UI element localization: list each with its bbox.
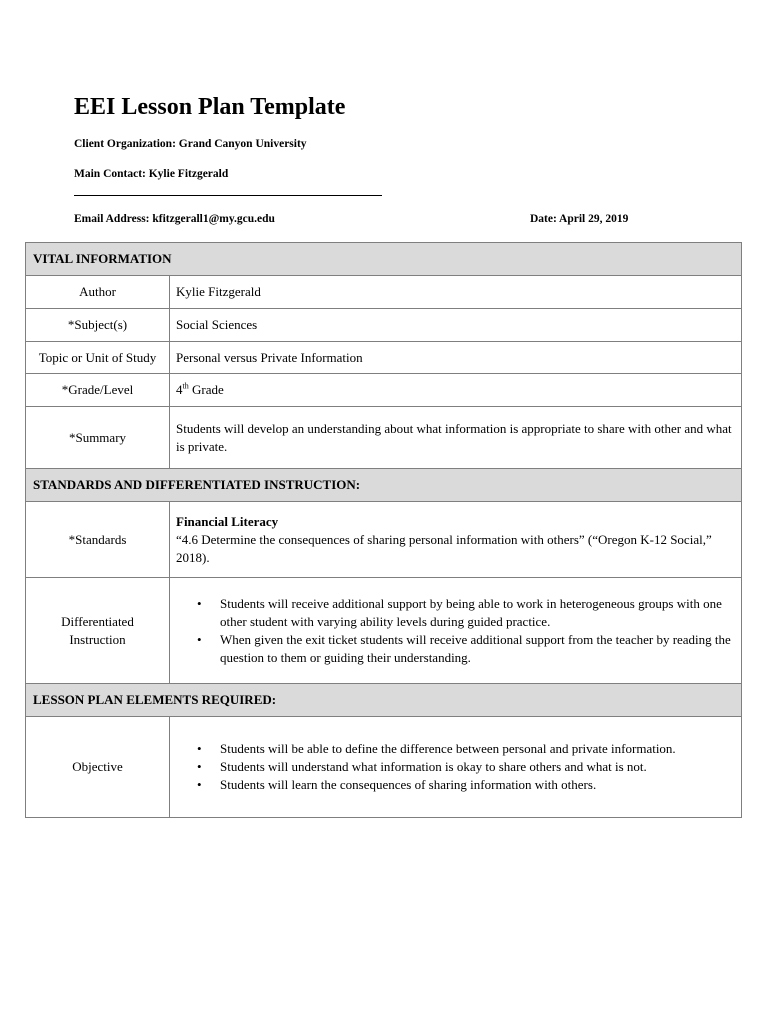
topic-label-text: Topic or Unit of Study — [38, 349, 157, 365]
diff-label-line-1: Differentiated — [61, 613, 134, 629]
objective-list — [176, 740, 735, 794]
topic-label — [26, 342, 170, 374]
differentiated-instruction-value — [170, 578, 742, 684]
grade-text: Grade — [188, 382, 224, 397]
document-title: EEI Lesson Plan Template — [74, 94, 346, 120]
grade-label: *Grade/Level — [26, 374, 170, 407]
objective-label: Objective — [26, 717, 170, 818]
list-item: • Students will learn the consequences of sharing information with others. — [220, 776, 735, 794]
list-item: • When given the exit ticket students will receive additional support from the teacher by reading the question to them or guiding their understanding. — [220, 631, 735, 667]
list-item: • Students will receive additional support by being able to work in heterogeneous groups with one other student with varying ability levels during guided practice. — [220, 595, 735, 631]
subject-label: *Subject(s) — [26, 309, 170, 342]
topic-value: Personal versus Private Information — [170, 342, 742, 374]
subject-value: Social Sciences — [170, 309, 742, 342]
grade-value — [170, 374, 742, 407]
grade-number: 4 — [176, 382, 183, 397]
differentiated-instruction-label — [26, 578, 170, 684]
list-item: • Students will be able to define the difference between personal and private information. — [220, 740, 735, 758]
date: Date: April 29, 2019 — [530, 213, 629, 225]
standards-label: *Standards — [26, 502, 170, 578]
author-value: Kylie Fitzgerald — [170, 276, 742, 309]
diff-label-line-2: Instruction — [69, 631, 126, 647]
grade-suffix: th — [182, 381, 189, 391]
vital-information-heading: VITAL INFORMATION — [26, 243, 742, 276]
lesson-plan-elements-heading: LESSON PLAN ELEMENTS REQUIRED: — [26, 684, 742, 717]
lesson-plan-table — [25, 242, 742, 818]
list-item: • Students will understand what information is okay to share others and what is not. — [220, 758, 735, 776]
summary-value: Students will develop an understanding about what information is appropriate to share with other and what is private. — [170, 407, 742, 469]
objective-value — [170, 717, 742, 818]
standards-value — [170, 502, 742, 578]
summary-label: *Summary — [26, 407, 170, 469]
author-label: Author — [26, 276, 170, 309]
standards-heading: STANDARDS AND DIFFERENTIATED INSTRUCTION: — [26, 469, 742, 502]
standards-title: Financial Literacy — [176, 513, 279, 529]
client-organization: Client Organization: Grand Canyon University — [74, 138, 307, 150]
main-contact: Main Contact: Kylie Fitzgerald — [74, 168, 229, 180]
standards-text: “4.6 Determine the consequences of sharing personal information with others” (“Oregon K-12 Social,” 2018). — [176, 531, 712, 565]
signature-line — [74, 195, 382, 196]
email-address: Email Address: kfitzgerall1@my.gcu.edu — [74, 213, 275, 225]
differentiated-instruction-list — [176, 595, 735, 667]
